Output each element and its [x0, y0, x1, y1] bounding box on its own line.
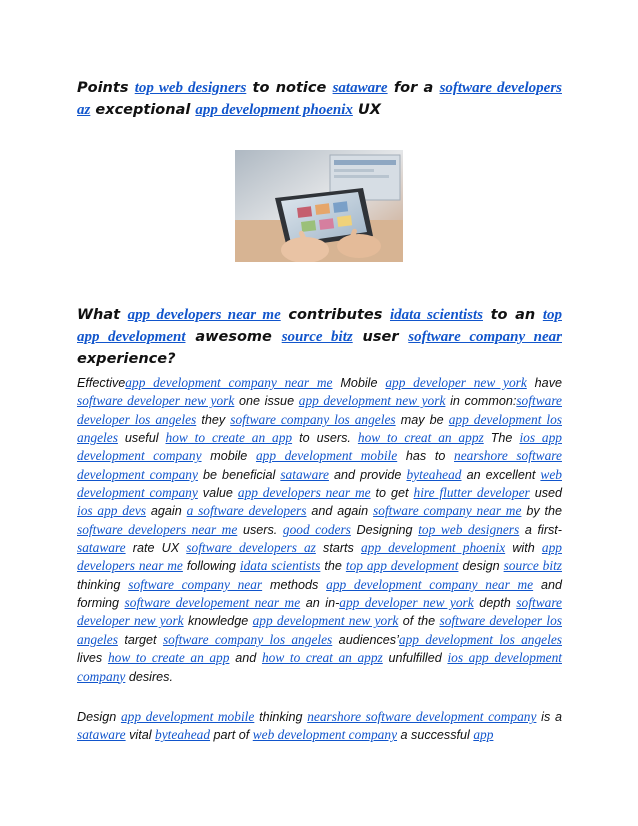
inline-link[interactable]: app developer new york: [385, 375, 527, 390]
text-run: with: [505, 541, 542, 556]
inline-link[interactable]: source bitz: [281, 329, 353, 345]
inline-link[interactable]: web development company: [77, 466, 562, 501]
text-run: and provide: [328, 467, 407, 482]
inline-link[interactable]: app developers near me: [77, 540, 562, 574]
inline-link[interactable]: idata scientists: [239, 558, 321, 574]
text-run: have: [526, 376, 562, 390]
text-run: starts: [315, 541, 361, 556]
text-run: users.: [237, 522, 283, 537]
text-run: a first-: [519, 522, 563, 537]
text-run: Effective: [77, 376, 126, 390]
inline-link[interactable]: how to create an app: [107, 650, 230, 666]
inline-link[interactable]: sataware: [77, 727, 126, 743]
inline-link[interactable]: app development new york: [252, 613, 399, 629]
inline-link[interactable]: source bitz: [503, 558, 562, 574]
heading-what: [77, 304, 562, 370]
text-run: and again: [306, 504, 374, 519]
inline-link[interactable]: nearshore software development company: [77, 448, 562, 482]
text-run: the: [320, 559, 346, 574]
inline-link[interactable]: idata scientists: [389, 307, 483, 323]
heading-points: [77, 77, 562, 121]
inline-link[interactable]: byteahead: [406, 466, 462, 482]
text-run: UX: [352, 102, 381, 118]
text-run: thinking: [254, 710, 308, 724]
text-run: value: [197, 486, 238, 501]
inline-link[interactable]: software company los angeles: [162, 631, 333, 647]
inline-link[interactable]: a software developers: [186, 503, 307, 519]
text-run: part of: [210, 728, 253, 743]
text-run: used: [529, 486, 563, 501]
text-run: rate UX: [125, 541, 187, 556]
inline-link[interactable]: sataware: [77, 540, 126, 556]
text-run: mobile: [201, 449, 256, 464]
text-run: is a: [536, 710, 562, 724]
text-run: target: [117, 632, 163, 647]
inline-link[interactable]: nearshore software development company: [307, 709, 537, 724]
text-run: vital: [125, 728, 156, 743]
inline-link[interactable]: software developers near me: [77, 521, 238, 537]
text-run: a successful: [397, 728, 474, 743]
text-run: following: [182, 559, 240, 574]
inline-link[interactable]: app development phoenix: [195, 102, 353, 118]
inline-link[interactable]: ios app development company: [77, 650, 562, 684]
text-run: has to: [397, 449, 455, 464]
text-run: to an: [482, 307, 543, 323]
inline-link[interactable]: app development los angeles: [77, 411, 562, 446]
text-run: an excellent: [461, 467, 541, 482]
inline-link[interactable]: app developers near me: [237, 485, 371, 501]
inline-link[interactable]: good coders: [282, 521, 351, 537]
inline-link[interactable]: byteahead: [155, 727, 211, 743]
inline-link[interactable]: software company los angeles: [230, 411, 396, 427]
inline-link[interactable]: sataware: [280, 466, 329, 482]
text-run: one issue: [234, 394, 299, 409]
text-run: user: [352, 329, 409, 345]
inline-link[interactable]: top app development: [77, 307, 562, 345]
inline-link[interactable]: how to create an app: [165, 430, 293, 446]
inline-link[interactable]: top app development: [345, 558, 459, 574]
text-run: by the: [521, 504, 563, 519]
inline-link[interactable]: software developer los angeles: [77, 393, 562, 427]
text-run: Designing: [350, 522, 419, 537]
text-run: and forming: [77, 577, 562, 611]
inline-link[interactable]: app: [473, 727, 494, 743]
inline-link[interactable]: app development mobile: [120, 709, 255, 724]
inline-link[interactable]: app development los angeles: [398, 631, 562, 647]
text-run: design: [458, 559, 504, 574]
text-run: to get: [370, 486, 414, 501]
body-paragraph-2: [77, 708, 562, 745]
inline-link[interactable]: top web designers: [418, 521, 520, 537]
text-run: The: [483, 431, 520, 446]
inline-link[interactable]: software developer new york: [77, 393, 235, 409]
inline-link[interactable]: software developement near me: [124, 595, 301, 611]
text-run: methods: [262, 577, 327, 592]
text-run: lives: [77, 651, 108, 666]
inline-link[interactable]: how to creat an appz: [357, 430, 484, 446]
inline-link[interactable]: software company near: [408, 329, 562, 345]
text-run: may be: [395, 412, 449, 427]
text-run: to notice: [246, 80, 333, 96]
text-run: depth: [473, 596, 517, 611]
inline-link[interactable]: app development phoenix: [360, 540, 506, 556]
inline-link[interactable]: web development company: [252, 727, 398, 743]
inline-link[interactable]: app development company near me: [125, 375, 333, 390]
text-run: an in-: [300, 596, 340, 611]
text-run: for a: [387, 80, 440, 96]
inline-link[interactable]: software developer los angeles: [77, 613, 562, 647]
tablet-photo-image: [235, 150, 403, 262]
body-paragraph-1: [77, 374, 562, 686]
inline-link[interactable]: app development mobile: [255, 448, 398, 464]
text-run: and: [229, 651, 262, 666]
inline-link[interactable]: software developers az: [77, 80, 562, 118]
text-run: exceptional: [90, 102, 196, 118]
inline-link[interactable]: ios app development company: [77, 430, 562, 464]
text-run: in common:: [445, 394, 517, 409]
inline-link[interactable]: app development new york: [298, 393, 446, 409]
text-run: Mobile: [332, 376, 386, 390]
text-run: knowledge: [183, 614, 253, 629]
inline-link[interactable]: ios app devs: [77, 503, 147, 519]
text-run: to users.: [292, 431, 358, 446]
inline-link[interactable]: hire flutter developer: [413, 485, 530, 501]
inline-link[interactable]: sataware: [332, 80, 388, 96]
tablet-photo: [235, 150, 403, 262]
inline-link[interactable]: app developer new york: [339, 595, 474, 611]
inline-link[interactable]: how to creat an appz: [261, 650, 383, 666]
inline-link[interactable]: software developer new york: [77, 595, 562, 629]
inline-link[interactable]: software company near me: [373, 503, 522, 519]
text-run: contributes: [280, 307, 390, 323]
inline-link[interactable]: software developers az: [186, 540, 316, 556]
inline-link[interactable]: top web designers: [134, 80, 247, 96]
inline-link[interactable]: software company near: [128, 576, 263, 592]
text-run: experience?: [77, 351, 176, 367]
inline-link[interactable]: app development company near me: [326, 576, 534, 592]
text-run: awesome: [185, 329, 282, 345]
text-run: Design: [77, 710, 121, 724]
text-run: unfulfilled: [382, 651, 448, 666]
text-run: Points: [77, 80, 135, 96]
text-run: of the: [398, 614, 440, 629]
text-run: audiences’: [332, 632, 399, 647]
text-run: useful: [117, 431, 166, 446]
inline-link[interactable]: app developers near me: [127, 307, 281, 323]
text-run: desires.: [125, 669, 173, 684]
text-run: thinking: [77, 577, 129, 592]
text-run: be beneficial: [197, 467, 281, 482]
text-run: they: [196, 412, 231, 427]
text-run: again: [146, 504, 187, 519]
text-run: What: [77, 307, 128, 323]
